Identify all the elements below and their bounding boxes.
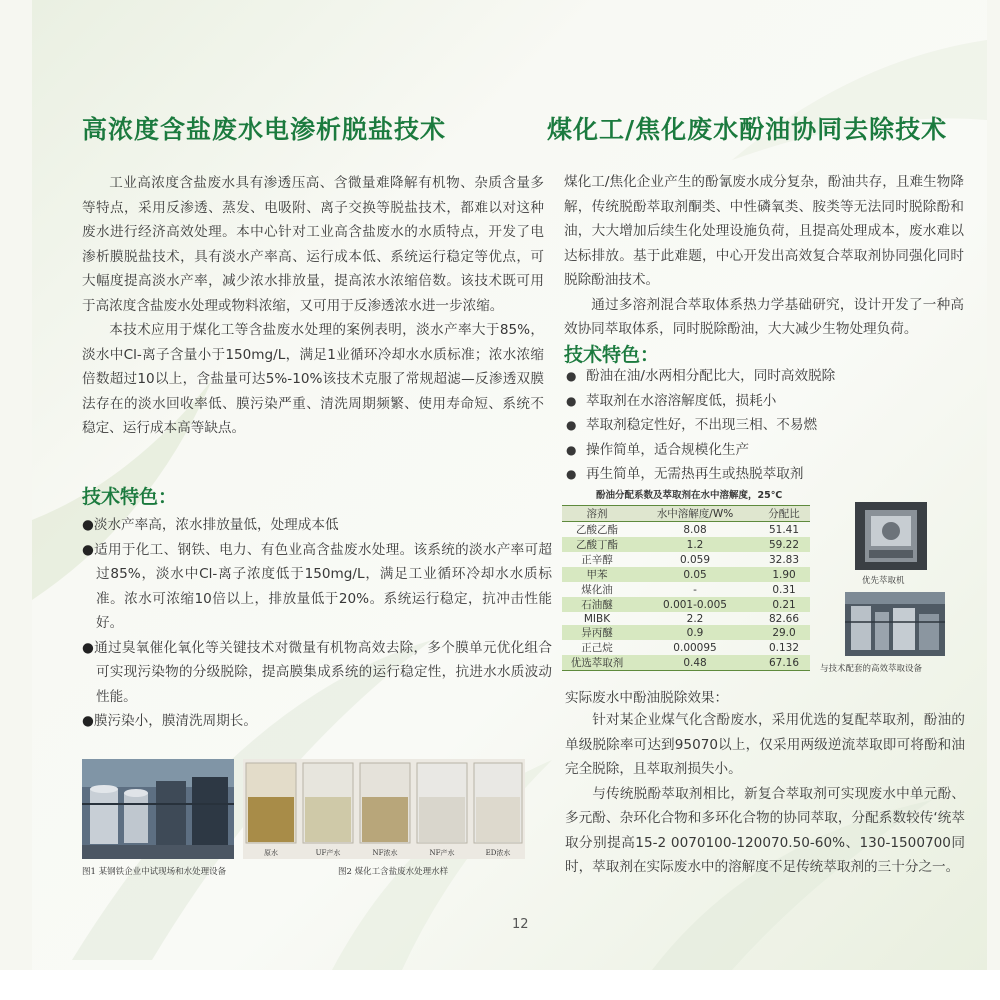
- table-row: [562, 625, 810, 640]
- table-cell: 82.66: [768, 612, 800, 625]
- right-feature-list: [564, 364, 964, 487]
- left-intro-paragraph: 本技术应用于煤化工等含盐废水处理的案例表明，淡水产率大于85%，淡水中Cl-离子含量小于150mg/L，满足1业循环冷却水水质标准；浓水浓缩倍数超过10以上，含盐量可达5%-10%该技术克服了常规超滤—反渗透双膜法存在的淡水回收率低、膜污染严重、清洗周期频繁、使用寿命短、系统不稳定、运行成本高等缺点。: [82, 322, 544, 436]
- right-feature-item: ● 萃取剂稳定性好，不出现三相、不易燃: [564, 413, 964, 438]
- table-header: 水中溶解度/W%: [632, 506, 758, 522]
- table-row: [562, 522, 810, 538]
- beaker-label: UF产水: [315, 849, 341, 857]
- beaker-label: 原水: [264, 849, 278, 857]
- table-header: 分配比: [758, 506, 810, 522]
- right-feature-item: ● 酚油在油/水两相分配比大，同时高效脱除: [564, 364, 964, 389]
- distribution-table: [562, 505, 810, 671]
- effect-body: [565, 708, 965, 880]
- effect-title: 实际废水中酚油脱除效果：: [565, 690, 729, 706]
- table-header: 溶剂: [562, 506, 632, 522]
- table-cell: 0.31: [772, 583, 796, 596]
- table-cell: 2.2: [686, 612, 704, 625]
- table-cell: 0.05: [632, 567, 758, 582]
- right-intro-paragraph: 通过多溶剂混合萃取体系热力学基础研究，设计开发了一种高效协同萃取体系，同时脱除酚油，大大减少生物处理负荷。: [564, 296, 964, 337]
- right-feature-item: ● 萃取剂在水溶溶解度低，损耗小: [564, 389, 964, 414]
- effect-paragraph: 与传统脱酚萃取剂相比，新复合萃取剂可实现废水中单元酚、多元酚、杂环化合物和多环化合物的协同萃取，分配系数较传‘统萃取分别提高15-2 0070100-120070.50-60%、130-1500700同时，萃取剂在实际废水中的溶解度不足传统萃取剂的三十分之一。: [565, 785, 965, 875]
- water-samples-photo: [243, 759, 525, 859]
- left-feature-item: ●通过臭氧催化氧化等关键技术对微量有机物高效去除，多个膜单元优化组合可实现污染物的分级脱除，提高膜集成系统的运行稳定性，抗进水水质波动性能。: [82, 639, 552, 705]
- extraction-equipment-photo: [845, 592, 945, 656]
- table-row: [562, 537, 810, 552]
- table-cell: 0.059: [679, 553, 711, 566]
- beaker-label: NF产水: [429, 849, 455, 857]
- table-row: [562, 597, 810, 612]
- table-cell: MIBK: [583, 612, 611, 625]
- table-header-row: [562, 506, 810, 522]
- bullet-icon: ●: [82, 713, 94, 729]
- table-title: 酚油分配系数及萃取剂在水中溶解度，25℃: [596, 490, 783, 501]
- table-cell: 石油醚: [562, 597, 632, 612]
- table-cell: 乙酸乙酯: [576, 524, 618, 536]
- pilot-site-photo: [82, 759, 234, 859]
- page-number: 12: [512, 917, 529, 932]
- table-row: [562, 655, 810, 671]
- table-cell: 1.2: [632, 537, 758, 552]
- bullet-icon: ●: [82, 541, 95, 558]
- table-cell: 0.132: [768, 641, 800, 654]
- bullet-icon: ●: [566, 369, 577, 383]
- figure1-caption: 图1 某钢铁企业中试现场和水处理设备: [82, 867, 227, 877]
- table-cell: 0.48: [632, 655, 758, 671]
- table-cell: -: [693, 583, 697, 596]
- table-cell: 29.0: [758, 625, 810, 640]
- left-feature-item: ●淡水产率高，浓水排放量低，处理成本低: [82, 517, 339, 533]
- table-cell: 32.83: [768, 553, 800, 566]
- extractor-caption: 优先萃取机: [862, 576, 905, 586]
- effect-paragraph: 针对某企业煤气化含酚废水，采用优选的复配萃取剂，酚油的单级脱除率可达到95070以上，仅采用两级逆流萃取即可将酚和油完全脱除，且萃取剂损失小。: [565, 712, 965, 777]
- bullet-icon: ●: [566, 393, 577, 408]
- table-cell: 煤化油: [581, 584, 613, 596]
- table-row: [562, 552, 810, 567]
- right-intro-paragraph: 煤化工/焦化企业产生的酚氰废水成分复杂，酚油共存，且难生物降解，传统脱酚萃取剂酮类、中性磷氧类、胺类等无法同时脱除酚和油，大大增加后续生化处理设施负荷，且提高处理成本，废水难以达标排放。基于此难题，中心开发出高效复合萃取剂协同强化同时脱除酚油技术。: [564, 174, 964, 288]
- left-title: 高浓度含盐废水电渗析脱盐技术: [82, 115, 447, 144]
- table-cell: 正己烷: [581, 642, 613, 654]
- table-row: [562, 640, 810, 655]
- table-cell: 67.16: [758, 655, 810, 671]
- equipment-caption: 与技术配套的高效萃取设备: [820, 664, 923, 674]
- bullet-icon: ●: [566, 442, 577, 457]
- figure2-caption: 图2 煤化工含盐废水处理水样: [338, 867, 449, 877]
- right-intro: [564, 170, 964, 342]
- table-cell: 8.08: [683, 523, 707, 536]
- table-cell: 正辛醇: [581, 554, 613, 566]
- bullet-icon: ●: [566, 467, 577, 481]
- table-cell: 0.00095: [673, 641, 717, 654]
- table-cell: 0.9: [632, 625, 758, 640]
- left-intro-paragraph: 工业高浓度含盐废水具有渗透压高、含微量难降解有机物、杂质含量多等特点，采用反渗透、蒸发、电吸附、离子交换等脱盐技术，都难以对这种废水进行经济高效处理。本中心针对工业高含盐废水的水质特点，开发了电渗析膜脱盐技术，具有淡水产率高、运行成本低、系统运行稳定等优点，可大幅度提高淡水产率，减少浓水排放量，提高浓水浓缩倍数。该技术既可用于高浓度含盐废水处理或物料浓缩，又可用于反渗透浓水进一步浓缩。: [82, 175, 544, 314]
- right-title: 煤化工/焦化废水酚油协同去除技术: [547, 115, 948, 144]
- beaker-label: ED浓水: [485, 849, 511, 857]
- table-row: [562, 582, 810, 597]
- table-cell: 0.21: [758, 597, 810, 612]
- bullet-icon: ●: [82, 517, 94, 533]
- extractor-photo: [855, 502, 927, 570]
- left-feature-item: ●适用于化工、钢铁、电力、有色业高含盐废水处理。该系统的淡水产率可超过85%，淡水中Cl-离子浓度低于150mg/L，满足工业循环冷却水水质标准。浓水可浓缩10倍以上，排放量低于20%。系统运行稳定，抗冲击性能好。: [82, 541, 552, 631]
- table-row: [562, 612, 810, 625]
- table-cell: 0.001-0.005: [632, 597, 758, 612]
- left-feature-list: [82, 513, 552, 734]
- left-feature-title: 技术特色：: [82, 486, 178, 508]
- table-cell: 59.22: [758, 537, 810, 552]
- table-row: [562, 567, 810, 582]
- beaker-label: NF浓水: [372, 849, 398, 857]
- left-intro: [82, 171, 544, 441]
- bullet-icon: ●: [566, 418, 577, 432]
- table-cell: 51.41: [768, 523, 800, 536]
- right-feature-item: ● 操作简单，适合规模化生产: [564, 438, 964, 463]
- table-cell: 异丙醚: [562, 625, 632, 640]
- page-margin: [0, 970, 1000, 1000]
- left-feature-item: ●膜污染小，膜清洗周期长。: [82, 713, 257, 729]
- table-cell: 甲苯: [562, 567, 632, 582]
- bullet-icon: ●: [82, 639, 95, 656]
- right-feature-title: 技术特色：: [564, 344, 660, 366]
- table-cell: 1.90: [758, 567, 810, 582]
- right-feature-item: ● 再生简单，无需热再生或热脱萃取剂: [564, 462, 964, 487]
- table-cell: 乙酸丁酯: [562, 537, 632, 552]
- table-cell: 优选萃取剂: [562, 655, 632, 671]
